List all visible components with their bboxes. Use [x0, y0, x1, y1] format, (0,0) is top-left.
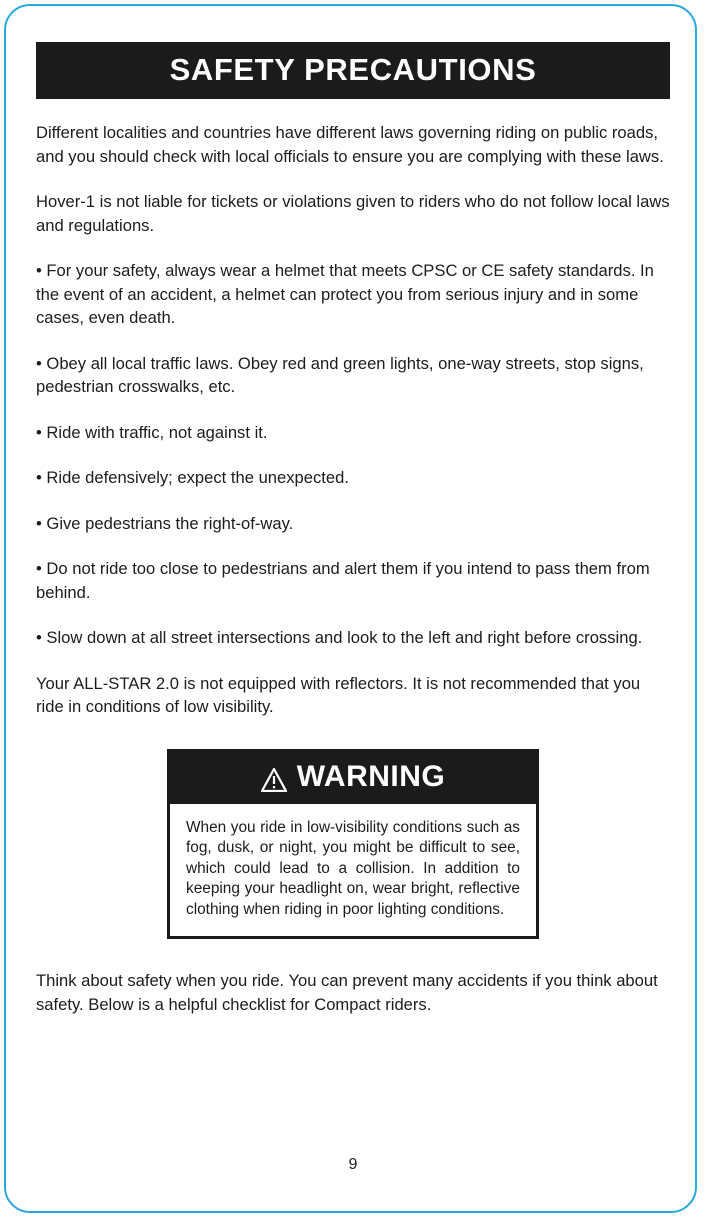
paragraph: • Ride defensively; expect the unexpected.	[36, 468, 349, 487]
page-number: 9	[348, 1156, 358, 1173]
warning-title-text: WARNING	[296, 759, 446, 793]
paragraph: • For your safety, always wear a helmet that meets CPSC or CE safety standards. In the event of an accident, a helmet can protect you from serious injury and in some cases, even death.	[36, 261, 654, 327]
paragraph: Your ALL-STAR 2.0 is not equipped with reflectors. It is not recommended that you ride in conditions of low visibility.	[36, 673, 641, 716]
page-title: SAFETY PRECAUTIONS	[36, 42, 670, 99]
paragraph: • Ride with traffic, not against it.	[36, 422, 268, 442]
warning-box	[167, 749, 539, 940]
body-text-block	[36, 121, 670, 719]
paragraph: • Give pedestrians the right-of-way.	[36, 513, 294, 533]
warning-callout	[36, 749, 670, 940]
paragraph: Hover-1 is not liable for tickets or violations given to riders who do not follow local laws and regulations.	[36, 192, 670, 235]
paragraph: • Obey all local traffic laws. Obey red and green lights, one-way streets, stop signs, pedestrian crosswalks, etc.	[36, 353, 644, 396]
warning-body-text: When you ride in low-visibility conditions such as fog, dusk, or night, you might be difficult to see, which could lead to a collision. In addition to keeping your headlight on, wear bright, reflective clothing when riding in poor lighting conditions.	[186, 818, 520, 918]
paragraph: • Do not ride too close to pedestrians and alert them if you intend to pass them from behind.	[36, 559, 650, 602]
page-content	[36, 42, 670, 1182]
paragraph: Different localities and countries have different laws governing riding on public roads, and you should check with local officials to ensure you are complying with these laws.	[36, 123, 664, 166]
paragraph: • Slow down at all street intersections and look to the left and right before crossing.	[36, 628, 643, 647]
warning-title-bar	[170, 752, 536, 804]
warning-triangle-icon	[261, 766, 287, 790]
closing-paragraph: Think about safety when you ride. You can prevent many accidents if you think about safety. Below is a helpful checklist for Compact riders.	[36, 971, 658, 1014]
